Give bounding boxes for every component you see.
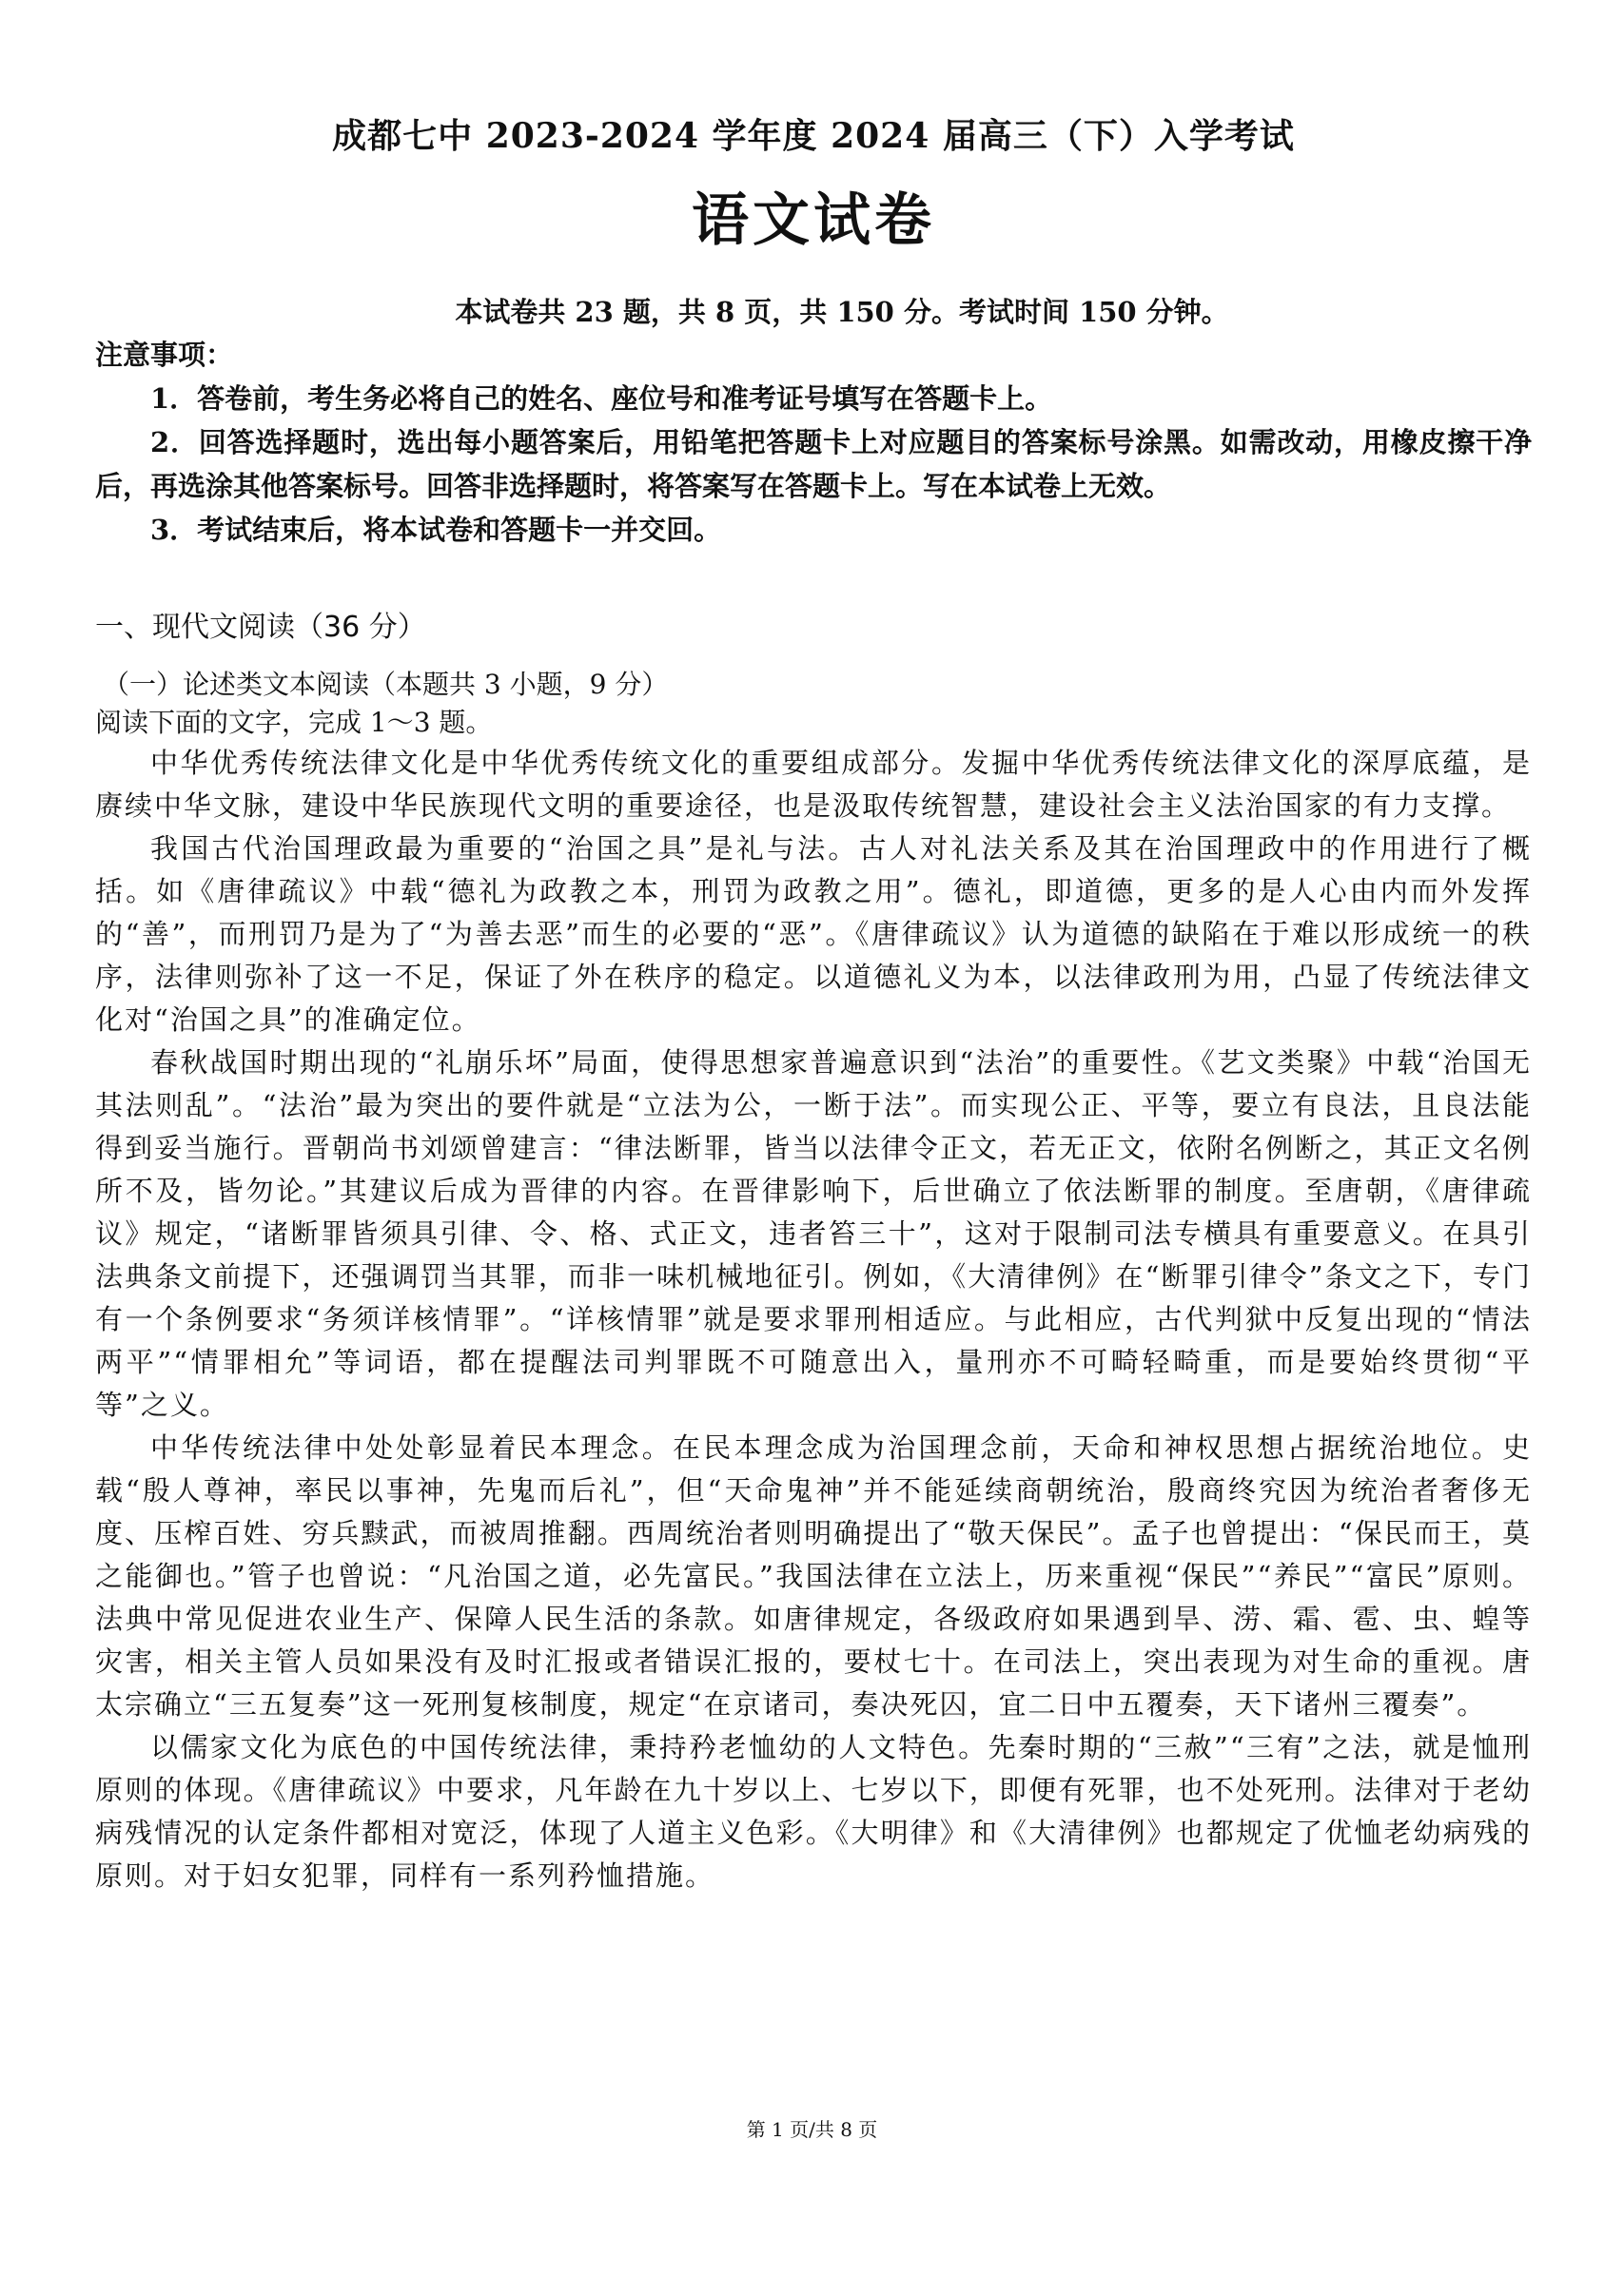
passage-paragraph: 我国古代治国理政最为重要的“治国之具”是礼与法。古人对礼法关系及其在治国理政中的作用进行了概括。如《唐律疏议》中载“德礼为政教之本，刑罚为政教之用”。德礼，即道德，更多的是人心由内而外发挥的“善”，而刑罚乃是为了“为善去恶”而生的必要的“恶”。《唐律疏议》认为道德的缺陷在于难以形成统一的秩序，法律则弥补了这一不足，保证了外在秩序的稳定。以道德礼义为本，以法律政刑为用，凸显了传统法律文化对“治国之具”的准确定位。 (95, 832, 1532, 1036)
subject-title: 语文试卷 (692, 187, 935, 254)
section-heading: 一、现代文阅读（36 分） (95, 611, 426, 644)
notice-item: 2．回答选择题时，选出每小题答案后，用铅笔把答题卡上对应题目的答案标号涂黑。如需改动，用橡皮擦干净后，再选涂其他答案标号。回答非选择题时，将答案写在答题卡上。写在本试卷上无效。 (95, 426, 1532, 502)
exam-title: 成都七中 2023-2024 学年度 2024 届高三（下）入学考试 (332, 116, 1295, 156)
page-number: 第 1 页/共 8 页 (746, 2118, 878, 2141)
exam-info: 本试卷共 23 题，共 8 页，共 150 分。考试时间 150 分钟。 (455, 296, 1229, 328)
passage-paragraph: 中华传统法律中处处彰显着民本理念。在民本理念成为治国理念前，天命和神权思想占据统治地位。史载“殷人尊神，率民以事神，先鬼而后礼”，但“天命鬼神”并不能延续商朝统治，殷商终究因为统治者奢侈无度、压榨百姓、穷兵黩武，而被周推翻。西周统治者则明确提出了“敬天保民”。孟子也曾提出：“保民而王，莫之能御也。”管子也曾说：“凡治国之道，必先富民。”我国法律在立法上，历来重视“保民”“养民”“富民”原则。法典中常见促进农业生产、保障人民生活的条款。如唐律规定，各级政府如果遇到旱、涝、霜、雹、虫、蝗等灾害，相关主管人员如果没有及时汇报或者错误汇报的，要杖七十。在司法上，突出表现为对生命的重视。唐太宗确立“三五复奏”这一死刑复核制度，规定“在京诸司，奏决死囚，宜二日中五覆奏，天下诸州三覆奏”。 (95, 1431, 1532, 1721)
notice-item: 3．考试结束后，将本试卷和答题卡一并交回。 (150, 514, 722, 546)
passage-paragraph: 春秋战国时期出现的“礼崩乐坏”局面，使得思想家普遍意识到“法治”的重要性。《艺文类聚》中载“治国无其法则乱”。“法治”最为突出的要件就是“立法为公，一断于法”。而实现公正、平等，要立有良法，且良法能得到妥当施行。晋朝尚书刘颂曾建言：“律法断罪，皆当以法律令正文，若无正文，依附名例断之，其正文名例所不及，皆勿论。”其建议后成为晋律的内容。在晋律影响下，后世确立了依法断罪的制度。至唐朝，《唐律疏议》规定，“诸断罪皆须具引律、令、格、式正文，违者笞三十”，这对于限制司法专横具有重要意义。在具引法典条文前提下，还强调罚当其罪，而非一味机械地征引。例如，《大清律例》在“断罪引律令”条文之下，专门有一个条例要求“务须详核情罪”。“详核情罪”就是要求罪刑相适应。与此相应，古代判狱中反复出现的“情法两平”“情罪相允”等词语，都在提醒法司判罪既不可随意出入，量刑亦不可畸轻畸重，而是要始终贯彻“平等”之义。 (95, 1046, 1532, 1421)
reading-instruction: 阅读下面的文字，完成 1～3 题。 (95, 707, 493, 738)
reading-section (95, 607, 1532, 1897)
exam-page (95, 112, 1532, 1897)
passage-paragraph: 中华优秀传统法律文化是中华优秀传统文化的重要组成部分。发掘中华优秀传统法律文化的深厚底蕴，是赓续中华文脉，建设中华民族现代文明的重要途径，也是汲取传统智慧，建设社会主义法治国家的有力支撑。 (95, 747, 1532, 822)
subsection-heading: （一）论述类文本阅读（本题共 3 小题，9 分） (103, 669, 669, 700)
notice-block (95, 333, 1532, 552)
notice-heading: 注意事项： (95, 339, 234, 371)
notice-item: 1．答卷前，考生务必将自己的姓名、座位号和准考证号填写在答题卡上。 (150, 382, 1053, 415)
passage-paragraph: 以儒家文化为底色的中国传统法律，秉持矜老恤幼的人文特色。先秦时期的“三赦”“三宥”之法，就是恤刑原则的体现。《唐律疏议》中要求，凡年龄在九十岁以上、七岁以下，即便有死罪，也不处死刑。法律对于老幼病残情况的认定条件都相对宽泛，体现了人道主义色彩。《大明律》和《大清律例》也都规定了优恤老幼病残的原则。对于妇女犯罪，同样有一系列矜恤措施。 (95, 1731, 1532, 1892)
